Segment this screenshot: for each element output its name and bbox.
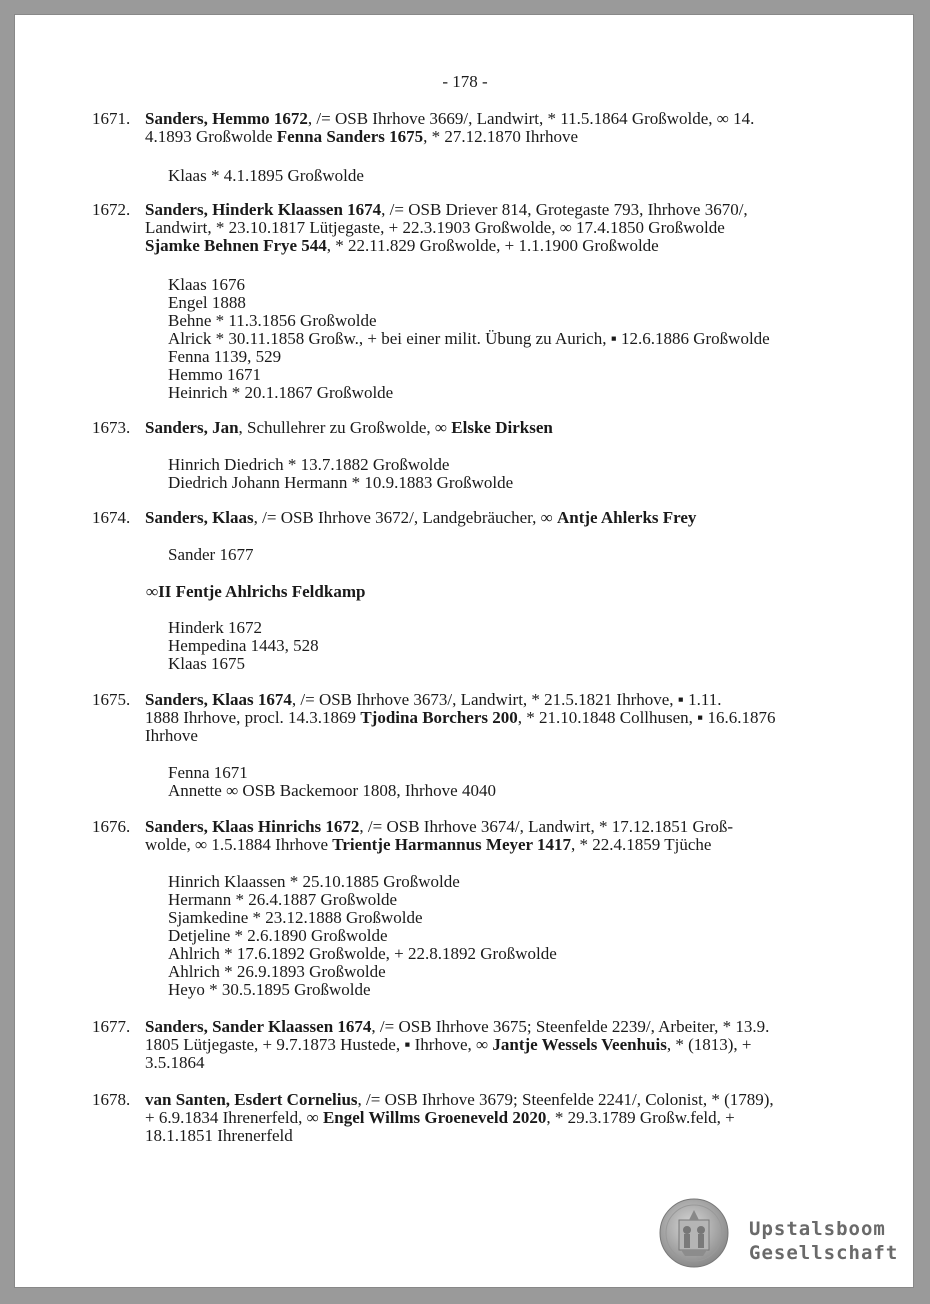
entry-text <box>145 110 845 146</box>
entry-number: 1675. <box>92 690 131 709</box>
children-list-2 <box>168 619 868 673</box>
entry-number: 1676. <box>92 817 131 836</box>
entry-line: Sanders, Hinderk Klaassen 1674, /= OSB Driever 814, Grotegaste 793, Ihrhove 3670/, <box>145 200 748 219</box>
child-item: Hempedina 1443, 528 <box>168 636 319 655</box>
child-item: Sander 1677 <box>168 545 254 564</box>
entry-text <box>145 1091 845 1145</box>
child-item: Fenna 1139, 529 <box>168 347 282 366</box>
child-item: Annette ∞ OSB Backemoor 1808, Ihrhove 4040 <box>168 781 496 800</box>
children-list <box>168 276 868 402</box>
child-item: Hermann * 26.4.1887 Großwolde <box>168 890 397 909</box>
entry-number: 1677. <box>92 1017 131 1036</box>
child-item: Klaas 1676 <box>168 275 245 294</box>
entry-line: Ihrhove <box>145 726 198 745</box>
children-list <box>168 764 868 800</box>
child-item: Hinrich Klaassen * 25.10.1885 Großwolde <box>168 872 460 891</box>
entry-line: Sanders, Klaas, /= OSB Ihrhove 3672/, Landgebräucher, ∞ Antje Ahlerks Frey <box>145 508 697 527</box>
seal-icon <box>659 1198 729 1268</box>
child-item: Alrick * 30.11.1858 Großw., + bei einer milit. Übung zu Aurich, ▪ 12.6.1886 Großwolde <box>168 329 770 348</box>
child-item: Heyo * 30.5.1895 Großwolde <box>168 980 371 999</box>
entry-text <box>145 818 845 854</box>
entry-text <box>145 201 845 255</box>
entry-line: Landwirt, * 23.10.1817 Lütjegaste, + 22.3.1903 Großwolde, ∞ 17.4.1850 Großwolde <box>145 218 725 237</box>
second-marriage: ∞II Fentje Ahlrichs Feldkamp <box>146 582 366 601</box>
children-list <box>168 546 868 564</box>
entry-line: Sanders, Klaas Hinrichs 1672, /= OSB Ihrhove 3674/, Landwirt, * 17.12.1851 Groß- <box>145 817 734 836</box>
entry-line: van Santen, Esdert Cornelius, /= OSB Ihrhove 3679; Steenfelde 2241/, Colonist, * (1789), <box>145 1090 774 1109</box>
entry-line: 18.1.1851 Ihrenerfeld <box>145 1126 293 1145</box>
children-list <box>168 873 868 999</box>
child-item: Engel 1888 <box>168 293 246 312</box>
child-item: Klaas 1675 <box>168 654 245 673</box>
child-item: Hemmo 1671 <box>168 365 262 384</box>
child-item: Hinrich Diedrich * 13.7.1882 Großwolde <box>168 455 450 474</box>
children-list <box>168 456 868 492</box>
child-item: Diedrich Johann Hermann * 10.9.1883 Großwolde <box>168 473 514 492</box>
child-item: Fenna 1671 <box>168 763 248 782</box>
entry-text <box>145 691 845 745</box>
entry-text <box>145 419 845 437</box>
children-list <box>168 167 868 185</box>
entry-number: 1678. <box>92 1090 131 1109</box>
child-item: Detjeline * 2.6.1890 Großwolde <box>168 926 388 945</box>
entry-line: Sjamke Behnen Frye 544, * 22.11.829 Großwolde, + 1.1.1900 Großwolde <box>145 236 659 255</box>
entry-number: 1674. <box>92 508 131 527</box>
entry-line: Sanders, Hemmo 1672, /= OSB Ihrhove 3669/, Landwirt, * 11.5.1864 Großwolde, ∞ 14. <box>145 109 755 128</box>
entry-line: 4.1893 Großwolde Fenna Sanders 1675, * 27.12.1870 Ihrhove <box>145 127 579 146</box>
child-item: Behne * 11.3.1856 Großwolde <box>168 311 377 330</box>
entry-line: wolde, ∞ 1.5.1884 Ihrhove Trientje Harmannus Meyer 1417, * 22.4.1859 Tjüche <box>145 835 712 854</box>
page-number: - 178 - <box>442 72 488 91</box>
child-item: Ahlrich * 17.6.1892 Großwolde, + 22.8.1892 Großwolde <box>168 944 557 963</box>
entry-number: 1672. <box>92 200 131 219</box>
entry-line: Sanders, Klaas 1674, /= OSB Ihrhove 3673/, Landwirt, * 21.5.1821 Ihrhove, ▪ 1.11. <box>145 690 722 709</box>
entry-line: Sanders, Sander Klaassen 1674, /= OSB Ihrhove 3675; Steenfelde 2239/, Arbeiter, * 13.9. <box>145 1017 770 1036</box>
entry-text <box>145 509 845 527</box>
child-item: Hinderk 1672 <box>168 618 262 637</box>
entry-number: 1673. <box>92 418 131 437</box>
entry-line: Sanders, Jan, Schullehrer zu Großwolde, ∞ Elske Dirksen <box>145 418 553 437</box>
child-item: Klaas * 4.1.1895 Großwolde <box>168 166 364 185</box>
child-item: Ahlrich * 26.9.1893 Großwolde <box>168 962 386 981</box>
child-item: Heinrich * 20.1.1867 Großwolde <box>168 383 394 402</box>
logo-line-2: Gesellschaft <box>749 1242 899 1264</box>
entry-line: 1805 Lütjegaste, + 9.7.1873 Hustede, ▪ Ihrhove, ∞ Jantje Wessels Veenhuis, * (1813), + <box>145 1035 752 1054</box>
logo-line-1: Upstalsboom <box>749 1218 886 1240</box>
child-item: Sjamkedine * 23.12.1888 Großwolde <box>168 908 423 927</box>
entry-number: 1671. <box>92 109 131 128</box>
entry-line: + 6.9.1834 Ihrenerfeld, ∞ Engel Willms Groeneveld 2020, * 29.3.1789 Großw.feld, + <box>145 1108 735 1127</box>
entry-text <box>145 1018 845 1072</box>
entry-line: 3.5.1864 <box>145 1053 205 1072</box>
entry-line: 1888 Ihrhove, procl. 14.3.1869 Tjodina Borchers 200, * 21.10.1848 Collhusen, ▪ 16.6.1876 <box>145 708 776 727</box>
